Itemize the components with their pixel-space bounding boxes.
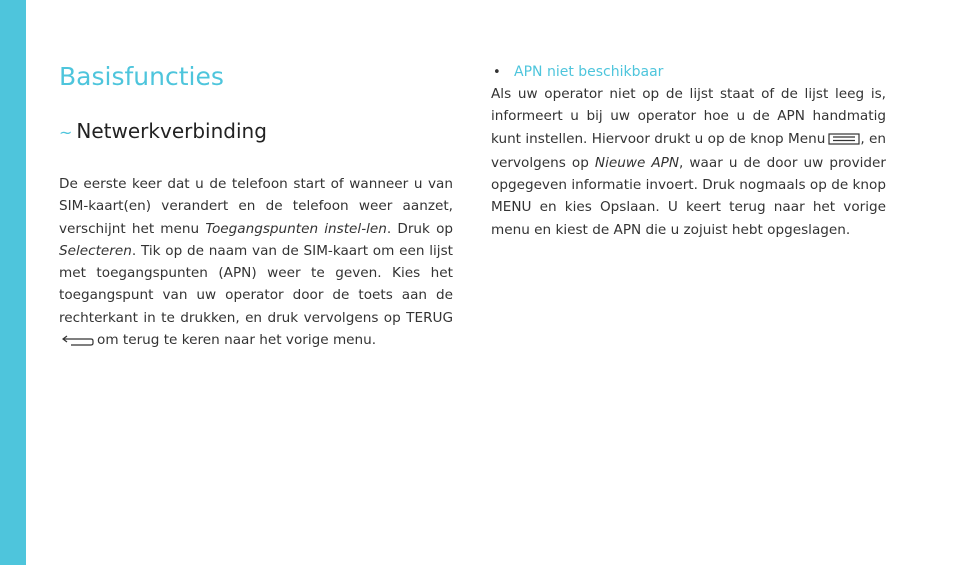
left-column — [59, 60, 453, 368]
bullet-dot: • — [493, 64, 501, 80]
right-column — [491, 62, 886, 255]
menu-name: Toegangspunten instel-len — [205, 220, 387, 237]
apn-text-2: , en vervolgens op — [491, 130, 887, 171]
side-accent-bar — [0, 0, 26, 565]
select-label: Selecteren — [59, 242, 132, 259]
paragraph-text-2: . Druk op — [386, 220, 454, 237]
paragraph-text-4: om terug te keren naar het vorige menu. — [97, 332, 377, 349]
apn-text-3: , waar u de door uw provider opgegeven informatie invoert. Druk nogmaals op de knop MENU en kies Opslaan. U keert terug naar het vorige menu en kiest de APN die u zojuist hebt opgeslagen. — [491, 154, 886, 238]
menu-icon — [828, 130, 860, 152]
paragraph-text-3: . Tik op de naam van de SIM-kaart om een lijst met toegangspunten (APN) weer te geven. Kies het toegangspunt van uw operator door de toets aan de rechterkant in te drukken, en druk vervolgens op TERUG — [59, 242, 453, 326]
paragraph-text-1: De eerste keer dat u de telefoon start of wanneer u van SIM-kaart(en) verandert en de telefoon weer aanzet, verschijnt het menu — [59, 176, 453, 237]
bullet-item — [491, 62, 886, 82]
apn-text-1: Als uw operator niet op de lijst staat of de lijst leeg is, informeert u bij uw operator hoe u de APN handmatig kunt instellen. Hiervoor drukt u op de knop Menu — [491, 86, 886, 147]
tilde-marker: ~ — [59, 123, 73, 142]
section-heading-text: Netwerkverbinding — [76, 119, 267, 143]
bullet-title: APN niet beschikbaar — [514, 64, 664, 80]
page-title: Basisfuncties — [59, 62, 224, 91]
back-arrow-icon — [61, 332, 95, 354]
section-heading — [59, 118, 453, 146]
apn-paragraph — [491, 83, 886, 241]
new-apn-label: Nieuwe APN — [594, 154, 680, 171]
intro-paragraph — [59, 173, 453, 354]
